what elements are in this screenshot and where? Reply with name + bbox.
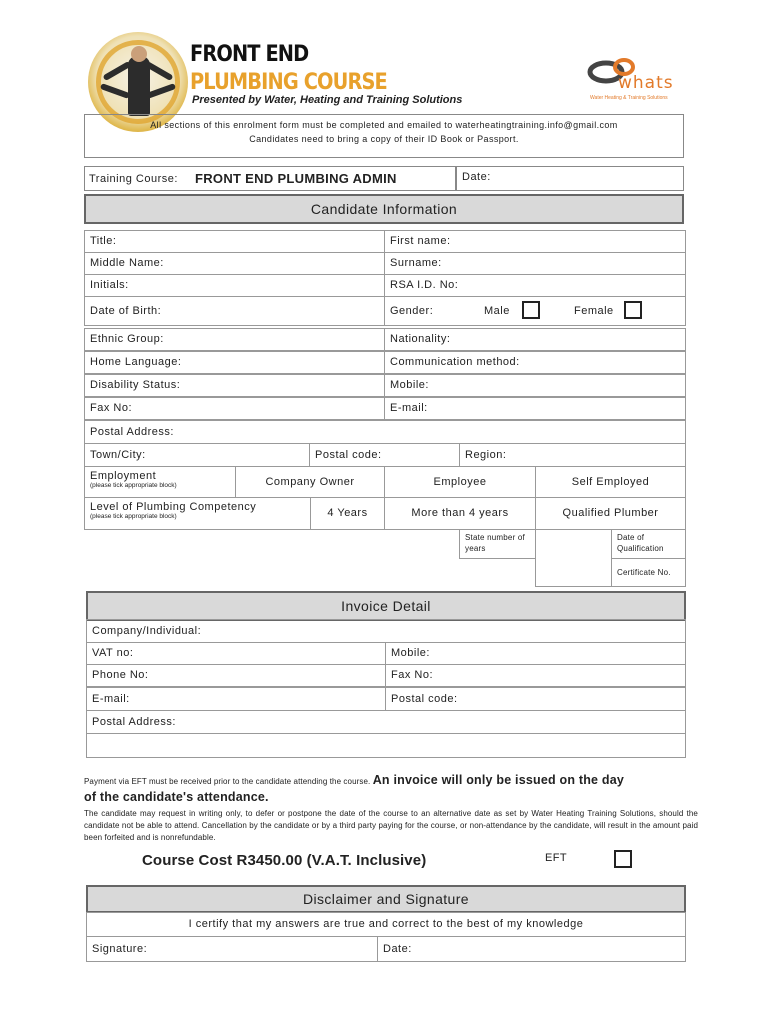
invoice-email-field[interactable]: E-mail: bbox=[86, 687, 386, 711]
notice-line2: Candidates need to bring a copy of their ID Book or Passport. bbox=[249, 134, 519, 144]
comp-more-than-4[interactable]: More than 4 years bbox=[384, 497, 536, 530]
invoice-postal-address-field[interactable]: Postal Address: bbox=[86, 710, 686, 734]
fax-field[interactable]: Fax No: bbox=[84, 397, 385, 420]
course-cost: Course Cost R3450.00 (V.A.T. Inclusive) bbox=[142, 852, 427, 869]
eft-label: EFT bbox=[545, 852, 567, 864]
invoice-mobile-field[interactable]: Mobile: bbox=[385, 642, 686, 665]
region-field[interactable]: Region: bbox=[459, 443, 686, 467]
competency-label-cell bbox=[84, 497, 311, 530]
comp-qualified-plumber[interactable]: Qualified Plumber bbox=[535, 497, 686, 530]
male-checkbox[interactable] bbox=[522, 301, 540, 319]
brand-name: whats bbox=[618, 73, 674, 93]
title-line1: FRONT END bbox=[190, 42, 309, 67]
signature-field[interactable]: Signature: bbox=[86, 936, 378, 962]
surname-field[interactable]: Surname: bbox=[384, 252, 686, 275]
middle-name-field[interactable]: Middle Name: bbox=[84, 252, 385, 275]
competency-tick-note: (please tick appropriate block) bbox=[90, 513, 177, 520]
candidate-info-heading: Candidate Information bbox=[84, 194, 684, 224]
qualification-spacer[interactable] bbox=[535, 529, 612, 587]
eft-note: Payment via EFT must be received prior to the candidate attending the course. bbox=[84, 777, 371, 786]
company-individual-field[interactable]: Company/Individual: bbox=[86, 619, 686, 643]
signature-date-field[interactable]: Date: bbox=[377, 936, 686, 962]
dob-field[interactable]: Date of Birth: bbox=[84, 296, 385, 326]
communication-method-field[interactable]: Communication method: bbox=[384, 351, 686, 374]
email-field[interactable]: E-mail: bbox=[384, 397, 686, 420]
emp-company-owner[interactable]: Company Owner bbox=[235, 466, 385, 498]
payment-note bbox=[84, 774, 694, 788]
subtitle: Presented by Water, Heating and Training Solutions bbox=[192, 94, 463, 106]
state-years-field[interactable]: State number of years bbox=[459, 529, 536, 559]
disability-status-field[interactable]: Disability Status: bbox=[84, 374, 385, 397]
whats-logo bbox=[586, 54, 686, 102]
title-field[interactable]: Title: bbox=[84, 230, 385, 253]
training-course-field[interactable] bbox=[84, 166, 456, 191]
notice-box bbox=[84, 114, 684, 158]
female-checkbox[interactable] bbox=[624, 301, 642, 319]
brand-tagline: Water Heating & Training Solutions bbox=[590, 95, 668, 101]
home-language-field[interactable]: Home Language: bbox=[84, 351, 385, 374]
emp-self-employed[interactable]: Self Employed bbox=[535, 466, 686, 498]
notice-line1: All sections of this enrolment form must be completed and emailed to waterheatingtraining.info@gmail.com bbox=[150, 120, 618, 130]
gender-field: Gender: Male Female bbox=[384, 296, 686, 326]
ethnic-group-field[interactable]: Ethnic Group: bbox=[84, 328, 385, 351]
postal-address-field[interactable]: Postal Address: bbox=[84, 420, 686, 444]
competency-label: Level of Plumbing Competency bbox=[90, 501, 257, 513]
invoice-note-b: of the candidate's attendance. bbox=[84, 790, 269, 804]
training-course-value: FRONT END PLUMBING ADMIN bbox=[195, 171, 397, 186]
eft-checkbox[interactable] bbox=[614, 850, 632, 868]
town-city-field[interactable]: Town/City: bbox=[84, 443, 310, 467]
phone-field[interactable]: Phone No: bbox=[86, 664, 386, 687]
first-name-field[interactable]: First name: bbox=[384, 230, 686, 253]
rsa-id-field[interactable]: RSA I.D. No: bbox=[384, 274, 686, 297]
invoice-detail-heading: Invoice Detail bbox=[86, 591, 686, 621]
comp-4-years[interactable]: 4 Years bbox=[310, 497, 385, 530]
invoice-note-a: An invoice will only be issued on the day bbox=[372, 773, 625, 787]
qualification-date-field[interactable]: Date of Qualification bbox=[611, 529, 686, 559]
terms-text: The candidate may request in writing only, to defer or postpone the date of the course to an alternative date as set by Water Heating Training Solutions, should the candidate not be able to attend. Cancellation by the candidate or by a third party paying for the course, or non-attendance by the candidate, will result in the amount paid been forfeited and is nonrefundable. bbox=[84, 809, 698, 842]
training-course-label: Training Course: bbox=[89, 173, 178, 185]
emp-employee[interactable]: Employee bbox=[384, 466, 536, 498]
certificate-no-field[interactable]: Certificate No. bbox=[611, 558, 686, 587]
employment-label: Employment bbox=[90, 470, 157, 482]
nationality-field[interactable]: Nationality: bbox=[384, 328, 686, 351]
initials-field[interactable]: Initials: bbox=[84, 274, 385, 297]
employment-label-cell bbox=[84, 466, 236, 498]
employment-tick-note: (please tick appropriate block) bbox=[90, 482, 177, 489]
course-date-label: Date: bbox=[462, 171, 491, 183]
course-date-field[interactable] bbox=[456, 166, 684, 191]
postal-code-field[interactable]: Postal code: bbox=[309, 443, 460, 467]
disclaimer-heading: Disclaimer and Signature bbox=[86, 885, 686, 913]
gender-female-label: Female bbox=[574, 305, 614, 317]
invoice-postal-address-line2[interactable] bbox=[86, 733, 686, 758]
title-line2: PLUMBING COURSE bbox=[190, 70, 387, 95]
vat-field[interactable]: VAT no: bbox=[86, 642, 386, 665]
invoice-fax-field[interactable]: Fax No: bbox=[385, 664, 686, 687]
mobile-field[interactable]: Mobile: bbox=[384, 374, 686, 397]
certify-statement: I certify that my answers are true and correct to the best of my knowledge bbox=[86, 912, 686, 937]
invoice-postal-code-field[interactable]: Postal code: bbox=[385, 687, 686, 711]
gender-male-label: Male bbox=[484, 305, 510, 317]
